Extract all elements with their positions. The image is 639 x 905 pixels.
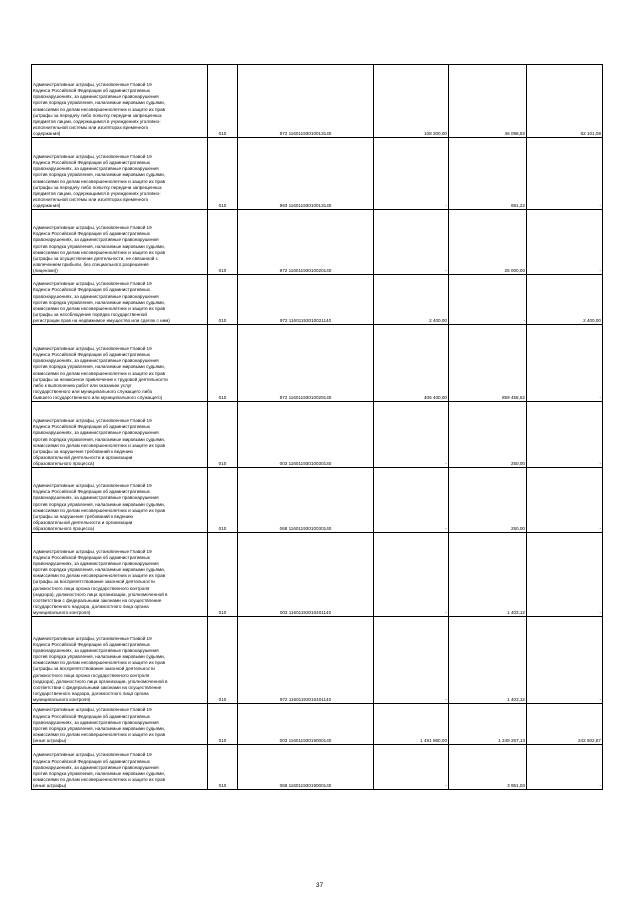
approved-cell: 406 400,00: [374, 325, 449, 402]
row-name-cell: Административные штрафы, установленные Главой 19 Кодекса Российской Федерации об административных правонарушениях, за административные правонарушения против порядка управления, налагаемые мировыми судьями, комиссиями по делам несовершеннолетних и защите их прав (иные штрафы): [32, 745, 208, 790]
line-code-cell: 010: [208, 325, 238, 402]
budget-code-cell: 972 11601193010020140: [238, 210, 374, 275]
line-code-cell: 010: [208, 138, 238, 210]
unexecuted-cell: 242 602,87: [527, 704, 603, 745]
executed-cell: -: [449, 275, 527, 325]
row-name-cell: Административные штрафы, установленные Главой 19 Кодекса Российской Федерации об административных правонарушениях, за административные правонарушения против порядка управления, налагаемые мировыми судьями, комиссиями по делам несовершеннолетних и защите их прав (штрафы за осуществление деятельности, не связанной с извлечением прибыли, без специального разрешения (лицензии)): [32, 210, 208, 275]
approved-cell: -: [374, 745, 449, 790]
approved-cell: -: [374, 617, 449, 704]
executed-cell: 1 403,12: [449, 617, 527, 704]
line-code-cell: 010: [208, 65, 238, 138]
row-name-cell: Административные штрафы, установленные Главой 19 Кодекса Российской Федерации об административных правонарушениях, за административные правонарушения против порядка управления, налагаемые мировыми судьями, комиссиями по делам несовершеннолетних и защите их прав (штрафы за несоблюдение порядка государственной регистрации прав на недвижимое имущество или сделок с ним): [32, 275, 208, 325]
row-name-cell: Административные штрафы, установленные Главой 19 Кодекса Российской Федерации об административных правонарушениях, за административные правонарушения против порядка управления, налагаемые мировыми судьями, комиссиями по делам несовершеннолетних и защите их прав (штрафы за нарушение требований к ведению образовательной деятельности и организации образовательного процесса): [32, 468, 208, 533]
budget-code-cell: 972 11601193010021140: [238, 275, 374, 325]
row-name-cell: Административные штрафы, установленные Главой 19 Кодекса Российской Федерации об административных правонарушениях, за административные правонарушения против порядка управления, налагаемые мировыми судьями, комиссиями по делам несовершеннолетних и защите их прав (штрафы за воспрепятствование законной деятельности должностного лица органа государственного контроля (надзора), должностного лица организации, уполномоченной в соответствии с федеральными законами на осуществление государственного надзора, должностного лица органа муниципального контроля): [32, 533, 208, 617]
unexecuted-cell: -: [527, 617, 603, 704]
executed-cell: 691,22: [449, 138, 527, 210]
approved-cell: -: [374, 138, 449, 210]
line-code-cell: 010: [208, 402, 238, 468]
line-code-cell: 010: [208, 533, 238, 617]
approved-cell: -: [374, 402, 449, 468]
table-row: [32, 468, 603, 533]
budget-code-cell: 003 11601193019000140: [238, 704, 374, 745]
row-name-cell: Административные штрафы, установленные Главой 19 Кодекса Российской Федерации об административных правонарушениях, за административные правонарушения против порядка управления, налагаемые мировыми судьями, комиссиями по делам несовершеннолетних и защите их прав (штрафы за воспрепятствование законной деятельности должностного лица органа государственного контроля (надзора), должностного лица организации, уполномоченной в соответствии с федеральными законами на осуществление государственного надзора, должностного лица органа муниципального контроля): [32, 617, 208, 704]
line-code-cell: 010: [208, 704, 238, 745]
executed-cell: 3 951,03: [449, 745, 527, 790]
row-name-cell: Административные штрафы, установленные Главой 19 Кодекса Российской Федерации об административных правонарушениях, за административные правонарушения против порядка управления, налагаемые мировыми судьями, комиссиями по делам несовершеннолетних и защите их прав (штрафы за передачу либо попытку передачи запрещенных предметов лицам, содержащимся в учреждениях уголовно- исполнительной системы или изоляторах временного содержания): [32, 65, 208, 138]
table-row: [32, 65, 603, 138]
unexecuted-cell: -: [527, 210, 603, 275]
executed-cell: 250,00: [449, 468, 527, 533]
line-code-cell: 010: [208, 468, 238, 533]
executed-cell: 46 098,92: [449, 65, 527, 138]
row-name-cell: Административные штрафы, установленные Главой 19 Кодекса Российской Федерации об административных правонарушениях, за административные правонарушения против порядка управления, налагаемые мировыми судьями, комиссиями по делам несовершеннолетних и защите их прав (штрафы за незаконное привлечение к трудовой деятельности либо к выполнению работ или оказанию услуг государственного или муниципального служащего либо бывшего государственного или муниципального служащего): [32, 325, 208, 402]
executed-cell: 1 249 257,13: [449, 704, 527, 745]
approved-cell: 108 200,00: [374, 65, 449, 138]
table-row: [32, 325, 603, 402]
approved-cell: -: [374, 533, 449, 617]
budget-code-cell: 003 11601193010030140: [238, 402, 374, 468]
line-code-cell: 010: [208, 617, 238, 704]
budget-code-cell: 068 11601193019000140: [238, 745, 374, 790]
row-name-cell: Административные штрафы, установленные Главой 19 Кодекса Российской Федерации об административных правонарушениях, за административные правонарушения против порядка управления, налагаемые мировыми судьями, комиссиями по делам несовершеннолетних и защите их прав (иные штрафы): [32, 704, 208, 745]
approved-cell: -: [374, 210, 449, 275]
line-code-cell: 010: [208, 275, 238, 325]
page-number: 37: [315, 882, 324, 889]
budget-code-cell: 972 11601193010401140: [238, 617, 374, 704]
table-row: [32, 704, 603, 745]
budget-code-cell: 972 11601193010013140: [238, 65, 374, 138]
revenue-table: [31, 64, 603, 790]
approved-cell: 1 491 860,00: [374, 704, 449, 745]
unexecuted-cell: 2 400,00: [527, 275, 603, 325]
executed-cell: 859 458,62: [449, 325, 527, 402]
table-row: [32, 617, 603, 704]
unexecuted-cell: 62 101,08: [527, 65, 603, 138]
budget-code-cell: 993 11601193010013140: [238, 138, 374, 210]
table-row: [32, 275, 603, 325]
table-row: [32, 138, 603, 210]
executed-cell: 250,00: [449, 402, 527, 468]
table-row: [32, 745, 603, 790]
row-name-cell: Административные штрафы, установленные Главой 19 Кодекса Российской Федерации об административных правонарушениях, за административные правонарушения против порядка управления, налагаемые мировыми судьями, комиссиями по делам несовершеннолетних и защите их прав (штрафы за передачу либо попытку передачи запрещенных предметов лицам, содержащимся в учреждениях уголовно- исполнительной системы или изоляторах временного содержания): [32, 138, 208, 210]
approved-cell: 2 400,00: [374, 275, 449, 325]
approved-cell: -: [374, 468, 449, 533]
table-row: [32, 210, 603, 275]
unexecuted-cell: -: [527, 325, 603, 402]
budget-code-cell: 003 11601193010401140: [238, 533, 374, 617]
row-name-cell: Административные штрафы, установленные Главой 19 Кодекса Российской Федерации об административных правонарушениях, за административные правонарушения против порядка управления, налагаемые мировыми судьями, комиссиями по делам несовершеннолетних и защите их прав (штрафы за нарушение требований к ведению образовательной деятельности и организации образовательного процесса): [32, 402, 208, 468]
unexecuted-cell: -: [527, 468, 603, 533]
table-row: [32, 402, 603, 468]
unexecuted-cell: -: [527, 533, 603, 617]
line-code-cell: 010: [208, 210, 238, 275]
unexecuted-cell: -: [527, 138, 603, 210]
executed-cell: 1 403,12: [449, 533, 527, 617]
unexecuted-cell: -: [527, 402, 603, 468]
executed-cell: 25 000,00: [449, 210, 527, 275]
unexecuted-cell: -: [527, 745, 603, 790]
table-row: [32, 533, 603, 617]
budget-code-cell: 972 11601193010029140: [238, 325, 374, 402]
budget-code-cell: 068 11601193010030140: [238, 468, 374, 533]
line-code-cell: 010: [208, 745, 238, 790]
